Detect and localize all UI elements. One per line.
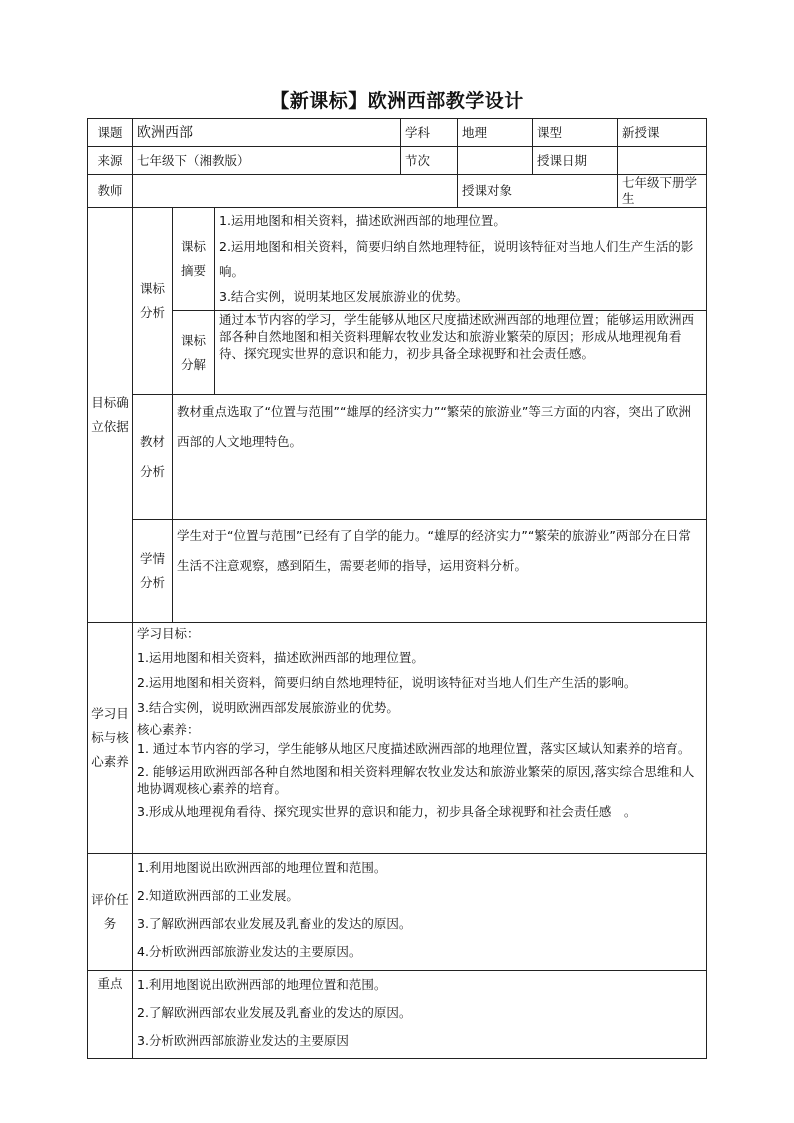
decompose-content — [215, 311, 707, 395]
date-label: 授课日期 — [533, 147, 618, 175]
students-label: 学情分析 — [133, 520, 173, 623]
summary-item: 1.运用地图和相关资料，描述欧洲西部的地理位置。 — [219, 213, 506, 228]
row-students — [88, 520, 707, 623]
textbook-content — [173, 395, 707, 520]
teacher-value — [133, 175, 458, 208]
literacy-item: 3.形成从地理视角看待、探究现实世界的意识和能力，初步具备全球视野和社会责任感 。 — [137, 804, 637, 819]
key-points-content — [133, 971, 707, 1059]
summary-content — [215, 208, 707, 311]
row-source — [88, 147, 707, 175]
type-value: 新授课 — [618, 119, 707, 147]
learning-heading: 学习目标： — [137, 626, 200, 641]
row-curriculum-summary — [88, 208, 707, 311]
key-point-item: 3.分析欧洲西部旅游业发达的主要原因 — [137, 1033, 349, 1048]
date-value — [618, 147, 707, 175]
learning-item: 2.运用地图和相关资料，简要归纳自然地理特征，说明该特征对当地人们生产生活的影响。 — [137, 675, 637, 690]
textbook-text: 教材重点选取了“位置与范围”“雄厚的经济实力”“繁荣的旅游业”等三方面的内容，突出了欧洲西部的人文地理特色。 — [177, 404, 691, 449]
topic-value: 欧洲西部 — [133, 119, 401, 147]
key-points-label: 重点 — [88, 971, 133, 1059]
evaluation-item: 1.利用地图说出欧洲西部的地理位置和范围。 — [137, 860, 387, 875]
row-evaluation — [88, 854, 707, 971]
topic-label: 课题 — [88, 119, 133, 147]
subject-value: 地理 — [458, 119, 533, 147]
row-topic — [88, 119, 707, 147]
row-key-points — [88, 971, 707, 1059]
lesson-plan-table — [87, 118, 707, 1059]
source-value: 七年级下（湘教版） — [133, 147, 401, 175]
students-content — [173, 520, 707, 623]
literacy-heading: 核心素养： — [137, 722, 200, 737]
learning-item: 3.结合实例，说明欧洲西部发展旅游业的优势。 — [137, 700, 399, 715]
source-label: 来源 — [88, 147, 133, 175]
row-teacher — [88, 175, 707, 208]
row-textbook — [88, 395, 707, 520]
evaluation-item: 2.知道欧洲西部的工业发展。 — [137, 888, 299, 903]
row-curriculum-decompose — [88, 311, 707, 395]
curriculum-label: 课标分析 — [133, 208, 173, 395]
basis-label: 目标确立依据 — [88, 208, 133, 623]
audience-label: 授课对象 — [458, 175, 618, 208]
learning-item: 1.运用地图和相关资料，描述欧洲西部的地理位置。 — [137, 650, 424, 665]
teacher-label: 教师 — [88, 175, 133, 208]
students-text: 学生对于“位置与范围”已经有了自学的能力。“雄厚的经济实力”“繁荣的旅游业”两部分在日常生活不注意观察，感到陌生，需要老师的指导，运用资料分析。 — [177, 528, 691, 573]
textbook-label: 教材分析 — [133, 395, 173, 520]
key-point-item: 1.利用地图说出欧洲西部的地理位置和范围。 — [137, 977, 387, 992]
type-label: 课型 — [533, 119, 618, 147]
goals-label: 学习目标与核心素养 — [88, 623, 133, 854]
subject-label: 学科 — [401, 119, 458, 147]
literacy-item: 2. 能够运用欧洲西部各种自然地图和相关资料理解农牧业发达和旅游业繁荣的原因,落实综合思维和人地协调观核心素养的培育。 — [137, 764, 695, 796]
section-value — [458, 147, 533, 175]
section-label: 节次 — [401, 147, 458, 175]
literacy-item: 1. 通过本节内容的学习，学生能够从地区尺度描述欧洲西部的地理位置，落实区域认知素养的培育。 — [137, 741, 691, 756]
evaluation-content — [133, 854, 707, 971]
decompose-label: 课标分解 — [173, 311, 215, 395]
summary-item: 3.结合实例，说明某地区发展旅游业的优势。 — [219, 289, 469, 304]
goals-content — [133, 623, 707, 854]
summary-label: 课标摘要 — [173, 208, 215, 311]
row-goals — [88, 623, 707, 854]
key-point-item: 2.了解欧洲西部农业发展及乳畜业的发达的原因。 — [137, 1005, 412, 1020]
audience-value: 七年级下册学生 — [618, 175, 707, 208]
document-title: 【新课标】欧洲西部教学设计 — [270, 90, 524, 112]
decompose-text: 通过本节内容的学习，学生能够从地区尺度描述欧洲西部的地理位置；能够运用欧洲西部各种自然地图和相关资料理解农牧业发达和旅游业繁荣的原因；形成从地理视角看待、探究现实世界的意识和能力，初步具备全球视野和社会责任感。 — [219, 312, 695, 361]
evaluation-item: 3.了解欧洲西部农业发展及乳畜业的发达的原因。 — [137, 916, 412, 931]
summary-item: 2.运用地图和相关资料，简要归纳自然地理特征，说明该特征对当地人们生产生活的影响。 — [219, 239, 694, 279]
evaluation-label: 评价任务 — [88, 854, 133, 971]
evaluation-item: 4.分析欧洲西部旅游业发达的主要原因。 — [137, 944, 362, 959]
